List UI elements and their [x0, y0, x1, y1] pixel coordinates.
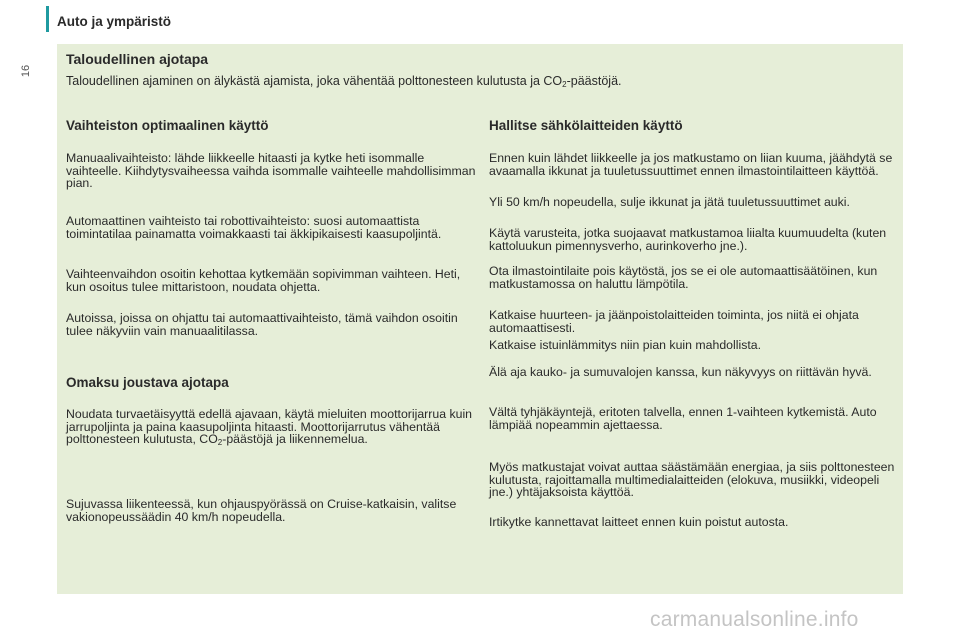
watermark: carmanualsonline.info — [650, 608, 859, 631]
heading-flexible-driving: Omaksu joustava ajotapa — [66, 375, 229, 390]
paragraph-sun-protection: Käytä varusteita, jotka suojaavat matkustamoa liialta kuumuudelta (kuten kattoluukun pimennysverho, aurinkoverho jne.). — [489, 226, 887, 253]
paragraph-manual-gearbox: Manuaalivaihteisto: lähde liikkeelle hitaasti ja kytke heti isommalle vaihteelle. Kiihdytysvaiheessa vaihda isommalle vaihteelle mahdollisimman pian. — [66, 151, 476, 191]
chapter-title: Auto ja ympäristö — [57, 14, 172, 29]
main-title: Taloudellinen ajotapa — [66, 51, 209, 67]
page-number: 16 — [20, 64, 32, 78]
paragraph-defrost: Katkaise huurteen- ja jäänpoistolaitteiden toiminta, jos niitä ei ohjata automaattisesti. — [489, 308, 859, 335]
paragraph-cool-cabin: Ennen kuin lähdet liikkeelle ja jos matkustamo on liian kuuma, jäähdytä se avaamalla ikkunat ja tuuletussuuttimet ennen ilmastointilaitteen käyttöä. — [489, 151, 893, 178]
heading-gearbox: Vaihteiston optimaalinen käyttö — [66, 118, 269, 133]
paragraph-gear-indicator: Vaihteenvaihdon osoitin kehottaa kytkemään sopivimman vaihteen. Heti, kun osoitus tulee mittaristoon, noudata ohjetta. — [66, 267, 461, 294]
section-color-bar — [46, 6, 49, 32]
paragraph-passengers-save: Myös matkustajat voivat auttaa säästämään energiaa, ja siis polttonesteen kulutusta, rajoittamalla multimedialaitteiden (elokuva, musiikki, videopeli jne.) yhtäjaksoista käyttöä. — [489, 460, 895, 500]
paragraph-seat-heating: Katkaise istuinlämmitys niin pian kuin mahdollista. — [489, 338, 762, 352]
heading-electrical-devices: Hallitse sähkölaitteiden käyttö — [489, 118, 683, 133]
paragraph-idling: Vältä tyhjäkäyntejä, eritoten talvella, ennen 1-vaihteen kytkemistä. Auto lämpiää nopeammin ajettaessa. — [489, 405, 877, 432]
paragraph-close-windows: Yli 50 km/h nopeudella, sulje ikkunat ja jätä tuuletussuuttimet auki. — [489, 195, 850, 209]
paragraph-safe-distance: Noudata turvaetäisyyttä edellä ajavaan, käytä mieluiten moottorijarrua kuin jarrupoljinta ja paina kaasupoljinta hitaasti. Moottorijarrutus vähentää polttonesteen kulutusta, $CO_2$-päästöjä ja liikennemelua. — [66, 407, 473, 448]
paragraph-air-conditioning: Ota ilmastointilaite pois käytöstä, jos se ei ole automaattisäätöinen, kun matkustamossa on haluttu lämpötila. — [489, 264, 878, 291]
paragraph-unplug-devices: Irtikytke kannettavat laitteet ennen kuin poistut autosta. — [489, 515, 789, 529]
paragraph-cruise-control: Sujuvassa liikenteessä, kun ohjauspyörässä on Cruise-katkaisin, valitse vakionopeussäädin 40 km/h nopeudella. — [66, 497, 457, 524]
paragraph-indicator-manual-mode: Autoissa, joissa on ohjattu tai automaattivaihteisto, tämä vaihdon osoitin tulee näkyviin vain manuaalitilassa. — [66, 311, 458, 338]
paragraph-automatic-gearbox: Automaattinen vaihteisto tai robottivaihteisto: suosi automaattista toimintatilaa painamatta voimakkaasti tai äkkipikaisesti kaasupoljintä. — [66, 214, 442, 241]
intro-text: Taloudellinen ajaminen on älykästä ajamista, joka vähentää polttonesteen kulutusta ja $CO_2$-päästöjä. — [66, 74, 622, 89]
paragraph-fog-lights: Älä aja kauko- ja sumuvalojen kanssa, kun näkyvyys on riittävän hyvä. — [489, 365, 872, 379]
